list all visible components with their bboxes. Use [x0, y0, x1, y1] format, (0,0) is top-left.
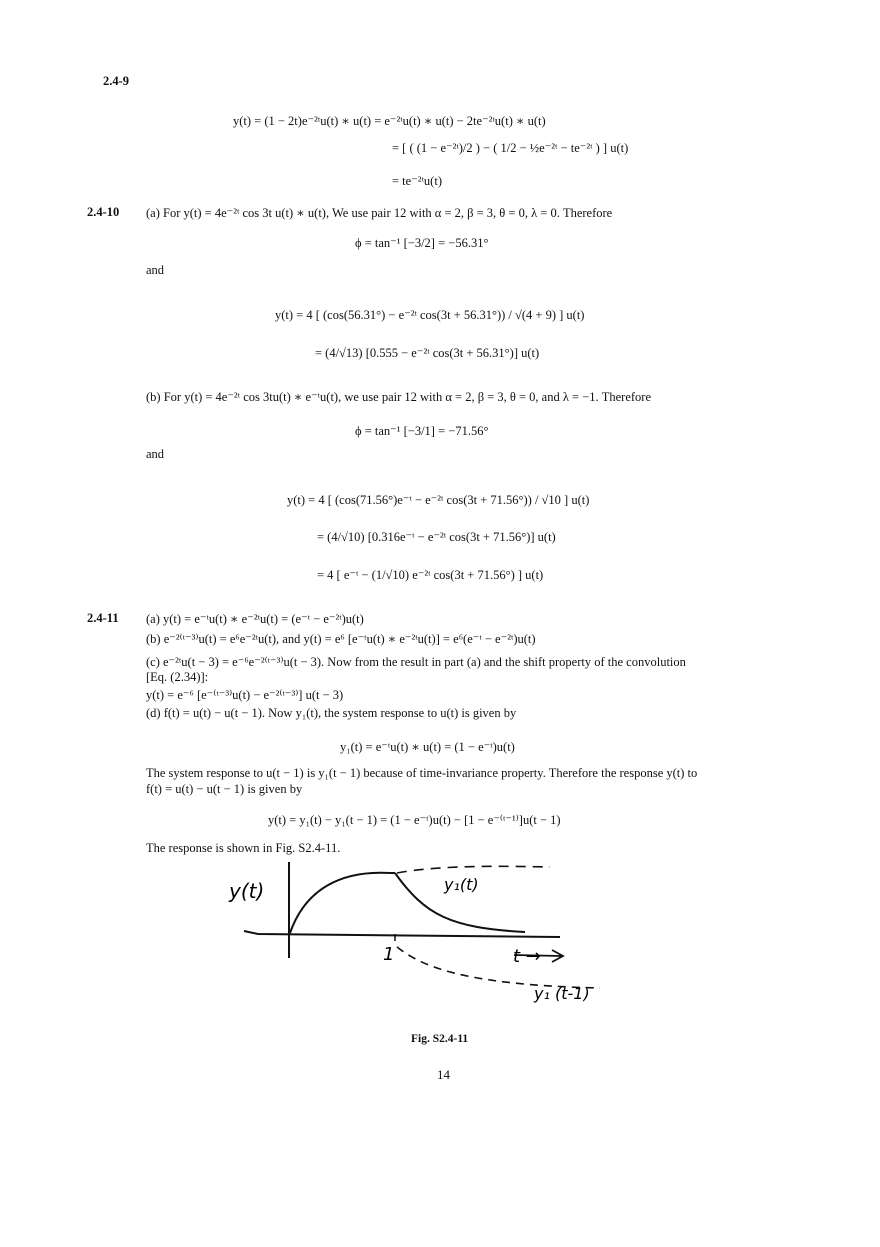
equation-line: = (4/√10) [0.316e⁻ᵗ − e⁻²ᵗ cos(3t + 71.56°)] u(t)	[317, 530, 556, 544]
equation-line: y(t) = 4 [ (cos(56.31°) − e⁻²ᵗ cos(3t + 56.31°)) / √(4 + 9) ] u(t)	[275, 308, 585, 322]
y1-dashed-curve	[397, 866, 550, 873]
problem-label-2-4-11: 2.4-11	[87, 611, 119, 625]
label-one: 1	[383, 944, 395, 965]
response-curve-rise	[290, 873, 395, 933]
label-y1-shifted: y₁ (t-1)	[534, 984, 590, 1003]
equation-line: y(t) = (1 − 2t)e⁻²ᵗu(t) ∗ u(t) = e⁻²ᵗu(t) ∗ u(t) − 2te⁻²ᵗu(t) ∗ u(t)	[233, 114, 546, 128]
equation-line: ϕ = tan⁻¹ [−3/2] = −56.31°	[355, 236, 489, 250]
equation-line: ϕ = tan⁻¹ [−3/1] = −71.56°	[355, 424, 489, 438]
page-number: 14	[437, 1067, 450, 1082]
label-y-t: y(t)	[229, 879, 265, 903]
equation-line: y(t) = 4 [ (cos(71.56°)e⁻ᵗ − e⁻²ᵗ cos(3t + 71.56°)) / √10 ] u(t)	[287, 493, 590, 507]
paragraph-text: (c) e⁻²ᵗu(t − 3) = e⁻⁶e⁻²⁽ᵗ⁻³⁾u(t − 3). Now from the result in part (a) and the shift property of the convolution	[146, 655, 686, 669]
label-t: t →	[513, 946, 541, 967]
equation-line: = 4 [ e⁻ᵗ − (1/√10) e⁻²ᵗ cos(3t + 71.56°) ] u(t)	[317, 568, 544, 582]
paragraph-text: and	[146, 447, 165, 461]
paragraph-text: (a) y(t) = e⁻ᵗu(t) ∗ e⁻²ᵗu(t) = (e⁻ᵗ − e⁻²ᵗ)u(t)	[146, 612, 364, 626]
paragraph-text: (a) For y(t) = 4e⁻²ᵗ cos 3t u(t) ∗ u(t), We use pair 12 with α = 2, β = 3, θ = 0, λ = 0. Therefore	[146, 206, 613, 220]
equation-line: = (4/√13) [0.555 − e⁻²ᵗ cos(3t + 56.31°)] u(t)	[315, 346, 540, 360]
paragraph-text: f(t) = u(t) − u(t − 1) is given by	[146, 782, 303, 796]
equation-line: = te⁻²ᵗu(t)	[392, 174, 442, 188]
paragraph-text: y(t) = e⁻⁶ [e⁻⁽ᵗ⁻³⁾u(t) − e⁻²⁽ᵗ⁻³⁾] u(t − 3)	[146, 688, 344, 702]
paragraph-text: (d) f(t) = u(t) − u(t − 1). Now y₁(t), the system response to u(t) is given by	[146, 706, 517, 720]
paragraph-text: and	[146, 263, 165, 277]
equation-line: y₁(t) = e⁻ᵗu(t) ∗ u(t) = (1 − e⁻ᵗ)u(t)	[340, 740, 515, 754]
equation-line: y(t) = y₁(t) − y₁(t − 1) = (1 − e⁻ᵗ)u(t) − [1 − e⁻⁽ᵗ⁻¹⁾]u(t − 1)	[268, 813, 561, 827]
paragraph-text: (b) For y(t) = 4e⁻²ᵗ cos 3tu(t) ∗ e⁻ᵗu(t), we use pair 12 with α = 2, β = 3, θ = 0, and λ = −1. Therefore	[146, 390, 652, 404]
label-y1-t: y₁(t)	[444, 875, 479, 894]
y1-shifted-dashed-curve	[397, 947, 600, 988]
paragraph-text: [Eq. (2.34)]:	[146, 670, 209, 684]
problem-label-2-4-9: 2.4-9	[103, 74, 130, 88]
paragraph-text: (b) e⁻²⁽ᵗ⁻³⁾u(t) = e⁶e⁻²ᵗu(t), and y(t) = e⁶ [e⁻ᵗu(t) ∗ e⁻²ᵗu(t)] = e⁶(e⁻ᵗ − e⁻²ᵗ)u(t)	[146, 632, 536, 646]
figure-caption: Fig. S2.4-11	[411, 1033, 469, 1045]
equation-line: = [ ( (1 − e⁻²ᵗ)/2 ) − ( 1/2 − ½e⁻²ᵗ − te⁻²ᵗ ) ] u(t)	[392, 141, 629, 155]
problem-label-2-4-10: 2.4-10	[87, 205, 120, 219]
paragraph-text: The system response to u(t − 1) is y₁(t − 1) because of time-invariance property. Therefore the response y(t) to	[146, 766, 698, 780]
paragraph-text: The response is shown in Fig. S2.4-11.	[146, 841, 341, 855]
